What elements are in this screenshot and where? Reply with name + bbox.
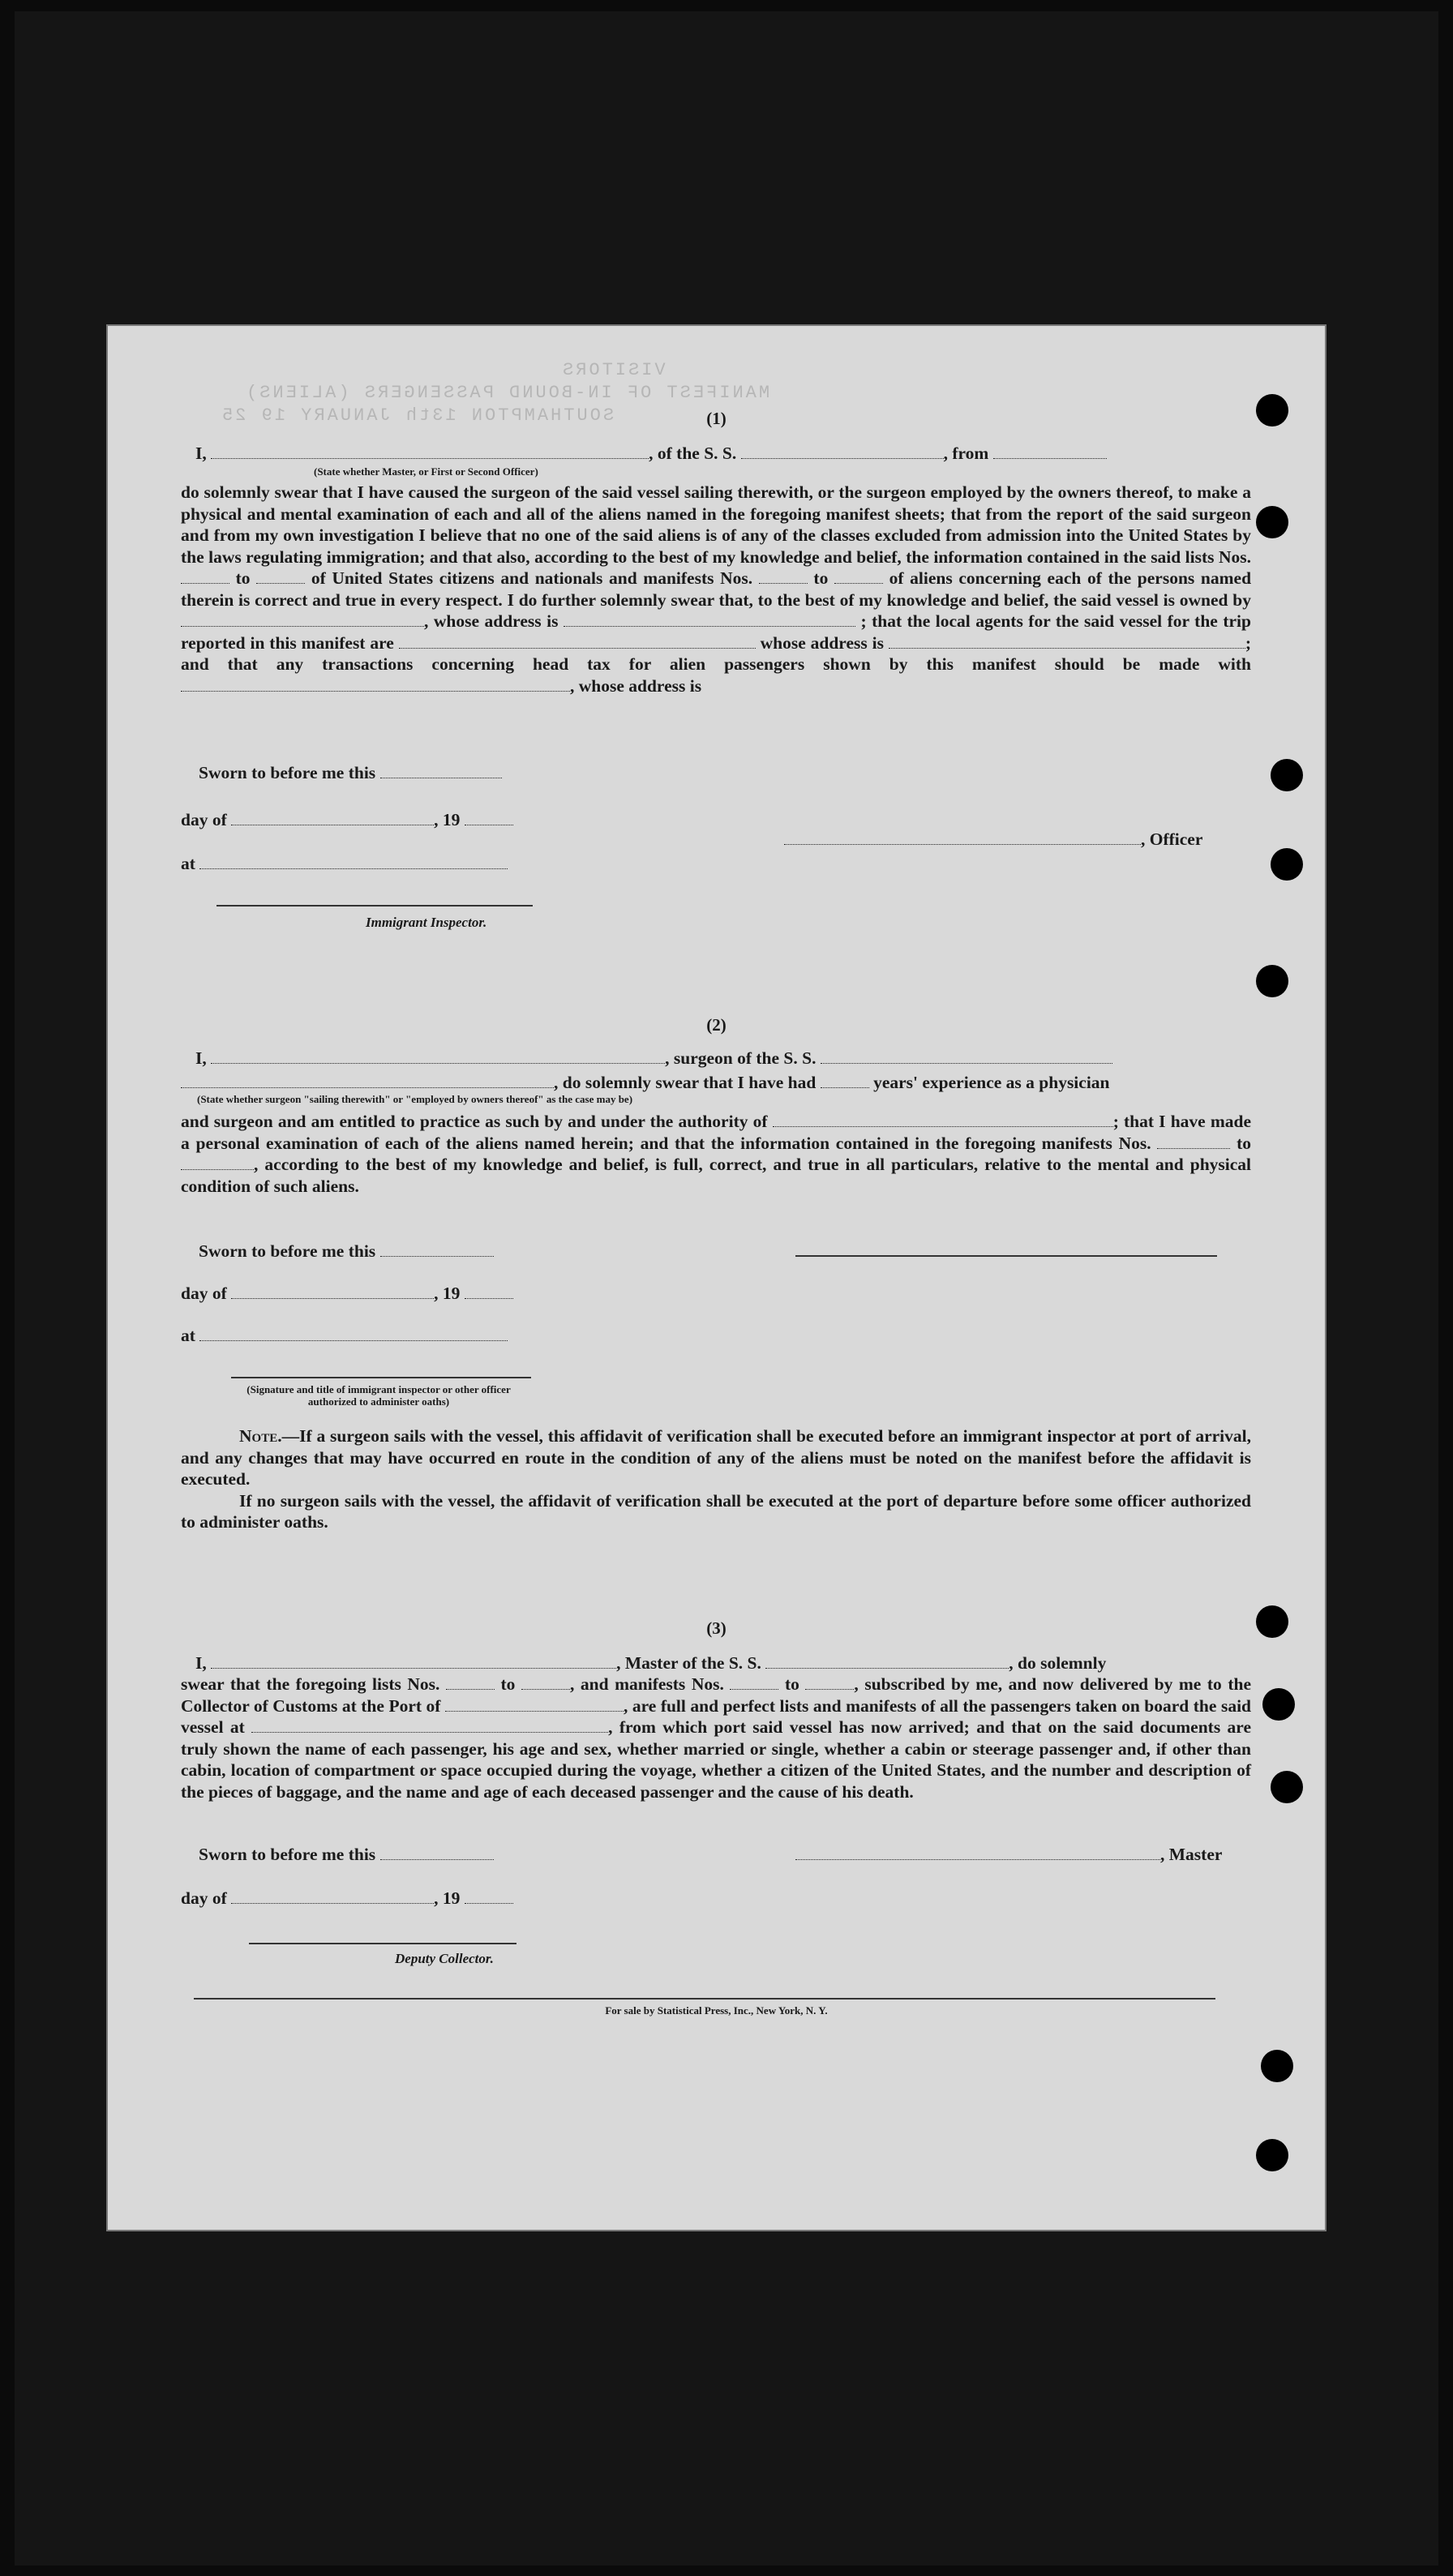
bleed-header-3: VISITORS: [560, 360, 666, 380]
label-from: , from: [943, 444, 989, 463]
master-lists-to-field[interactable]: [521, 1674, 570, 1690]
place-field-2[interactable]: [199, 1326, 508, 1341]
year-field-3[interactable]: [465, 1888, 513, 1904]
signature-caption-2: (Signature and title of immigrant inspector or other officer authorized to administer oaths): [246, 1383, 511, 1408]
sworn-date-field-2[interactable]: [380, 1241, 494, 1257]
inspector-signature-line-2: [231, 1377, 531, 1378]
master-signature-field[interactable]: [795, 1845, 1160, 1860]
deputy-collector-label: Deputy Collector.: [395, 1951, 494, 1966]
officer-line: , Officer: [784, 829, 1202, 850]
day-line-1: day of , 19: [181, 809, 513, 830]
master-name-field[interactable]: [211, 1653, 616, 1669]
master-lists-from-field[interactable]: [446, 1674, 495, 1690]
manifest-page: [106, 324, 1327, 2231]
section-1-body-text-3: of aliens concerning each of the persons named therein is correct and true in every respect. I do further solemnly swear that, to the best of my knowledge and belief, the said vessel is owned by: [181, 568, 1252, 610]
section-2-header-line: I, , surgeon of the S. S.: [195, 1048, 1112, 1069]
master-manifests-from-field[interactable]: [730, 1674, 778, 1690]
officer-signature-field[interactable]: [784, 829, 1141, 845]
note-text-2: If no surgeon sails with the vessel, the affidavit of verification shall be executed at the port of departure before some officer authorized to administer oaths.: [181, 1490, 1251, 1532]
note-block: [181, 1425, 1251, 1533]
head-tax-text: ; and that any transactions concerning head tax for alien passengers shown by this manifest should be made with: [181, 632, 1252, 674]
label-whose-address-2: whose address is: [760, 632, 884, 653]
sworn-line-1: Sworn to before me this: [199, 762, 502, 783]
punch-hole: [1271, 848, 1303, 881]
section-2-body: and surgeon and am entitled to practice as such by and under the authority of ; that I have made a personal examination of each of the aliens named herein; and that the information contained in the foregoing manifests Nos. to , according to the best of my knowledge and belief, is full, correct, and true in all particulars, relative to the mental and physical condition of such aliens.: [181, 1112, 1252, 1196]
master-manifests-to-field[interactable]: [805, 1674, 854, 1690]
owner-address-field[interactable]: [564, 611, 855, 627]
sworn-line-3: Sworn to before me this: [199, 1844, 494, 1865]
sworn-date-field-3[interactable]: [380, 1845, 494, 1860]
master-line: , Master: [795, 1844, 1222, 1865]
footer-rule: [194, 1998, 1215, 2000]
punch-hole: [1271, 1771, 1303, 1803]
surgeon-name-field[interactable]: [211, 1048, 665, 1064]
owner-field[interactable]: [181, 611, 424, 627]
head-tax-agent-field[interactable]: [181, 676, 570, 692]
inspector-signature-line: [216, 905, 533, 907]
year-field-2[interactable]: [465, 1284, 513, 1299]
master-vessel-field[interactable]: [765, 1653, 1009, 1669]
year-field[interactable]: [465, 810, 513, 825]
section-2-number: (2): [706, 1015, 726, 1035]
embark-port-field[interactable]: [251, 1717, 608, 1733]
section-1-number: (1): [706, 409, 726, 428]
surgeon-vessel-field[interactable]: [821, 1048, 1112, 1064]
day-field-3[interactable]: [231, 1888, 434, 1904]
punch-hole: [1271, 759, 1303, 791]
section-2-swear-line: , do solemnly swear that I have had years' experience as a physician: [181, 1072, 1110, 1093]
port-field[interactable]: [445, 1696, 624, 1712]
manifests-from-field[interactable]: [759, 568, 808, 584]
bleed-header-2: SOUTHAMPTON 13th JANUARY 19 25: [220, 405, 615, 426]
at-line-1: at: [181, 853, 508, 874]
label-to: to: [235, 568, 251, 588]
label-of-ss: , of the S. S.: [649, 444, 737, 463]
section-3-number: (3): [706, 1618, 726, 1638]
agents-text: ; that the local agents for the said vessel for the trip reported in this manifest are: [181, 611, 1251, 653]
punch-hole: [1261, 2050, 1293, 2082]
place-field[interactable]: [199, 854, 508, 869]
punch-hole: [1262, 1688, 1295, 1721]
vessel-name-field[interactable]: [741, 444, 944, 459]
collector-signature-line: [249, 1943, 516, 1944]
at-line-2: at: [181, 1325, 508, 1346]
section-1-body: [181, 482, 1251, 697]
agents-field[interactable]: [399, 633, 756, 649]
day-line-2: day of , 19: [181, 1283, 513, 1304]
section-2-caption: (State whether surgeon "sailing therewith" or "employed by owners thereof" as the case may be): [197, 1093, 633, 1105]
lists-to-field[interactable]: [256, 568, 305, 584]
from-port-field[interactable]: [993, 444, 1107, 459]
surgeon-status-field[interactable]: [181, 1073, 554, 1088]
surgeon-manifests-to-field[interactable]: [181, 1155, 254, 1170]
sworn-line-2: Sworn to before me this: [199, 1241, 494, 1262]
label-whose-address-3: , whose address is: [570, 675, 702, 696]
day-field[interactable]: [231, 810, 434, 825]
section-1-caption: (State whether Master, or First or Second Officer): [314, 465, 538, 478]
printer-footer: For sale by Statistical Press, Inc., New York, N. Y.: [605, 2004, 828, 2017]
surgeon-signature-line: [795, 1255, 1217, 1257]
immigrant-inspector-label: Immigrant Inspector.: [366, 915, 487, 930]
punch-hole: [1256, 965, 1288, 997]
authority-field[interactable]: [773, 1112, 1113, 1127]
years-field[interactable]: [821, 1073, 869, 1088]
section-1-body-text-2: of United States citizens and nationals and manifests Nos.: [311, 568, 753, 588]
label-whose-address: , whose address is: [424, 611, 559, 631]
agents-address-field[interactable]: [889, 633, 1245, 649]
label-to: to: [813, 568, 829, 588]
sworn-date-field[interactable]: [380, 763, 502, 778]
manifests-to-field[interactable]: [834, 568, 883, 584]
punch-hole: [1256, 2139, 1288, 2171]
lists-from-field[interactable]: [181, 568, 229, 584]
label-i: I,: [195, 444, 207, 463]
note-lead: Note.: [239, 1426, 282, 1446]
officer-name-field[interactable]: [211, 444, 649, 459]
section-3-header-line: I, , Master of the S. S. , do solemnly: [195, 1653, 1107, 1673]
punch-hole: [1256, 506, 1288, 538]
surgeon-manifests-from-field[interactable]: [1157, 1134, 1230, 1149]
day-field-2[interactable]: [231, 1284, 434, 1299]
section-1-header-line: [195, 443, 1107, 464]
section-3-body: swear that the foregoing lists Nos. to , and manifests Nos. to , subscribed by me, and now delivered by me to the Collector of Customs at the Port of , are full and perfect lists and manifests of all the passengers taken on board the said vessel at , from which port said vessel has now arrived; and that on the said documents are truly shown the name of each passenger, his age and sex, whether married or single, whether a cabin or steerage passenger and, if other than cabin, location of compartment or space occupied during the voyage, whether a citizen of the United States, and the number and description of the pieces of baggage, and the name and age of each deceased passenger and the cause of his death.: [181, 1674, 1252, 1802]
day-line-3: day of , 19: [181, 1888, 513, 1909]
bleed-header-1: MANIFEST OF IN-BOUND PASSENGERS (ALIENS): [244, 383, 770, 403]
section-1-body-text: do solemnly swear that I have caused the surgeon of the said vessel sailing therewith, or the surgeon employed by the owners thereof, to make a physical and mental examination of each and all of the aliens named in the foregoing manifest sheets; that from the report of the said surgeon and from my own investigation I believe that no one of the said aliens is of any of the classes excluded from admission into the United States by the laws regulating immigration; and that also, according to the best of my knowledge and belief, the information contained in the said lists Nos.: [181, 482, 1251, 567]
note-text: —If a surgeon sails with the vessel, this affidavit of verification shall be executed before an immigrant inspector at port of arrival, and any changes that may have occurred en route in the condition of any of the aliens must be noted on the manifest before the affidavit is executed.: [181, 1426, 1251, 1489]
